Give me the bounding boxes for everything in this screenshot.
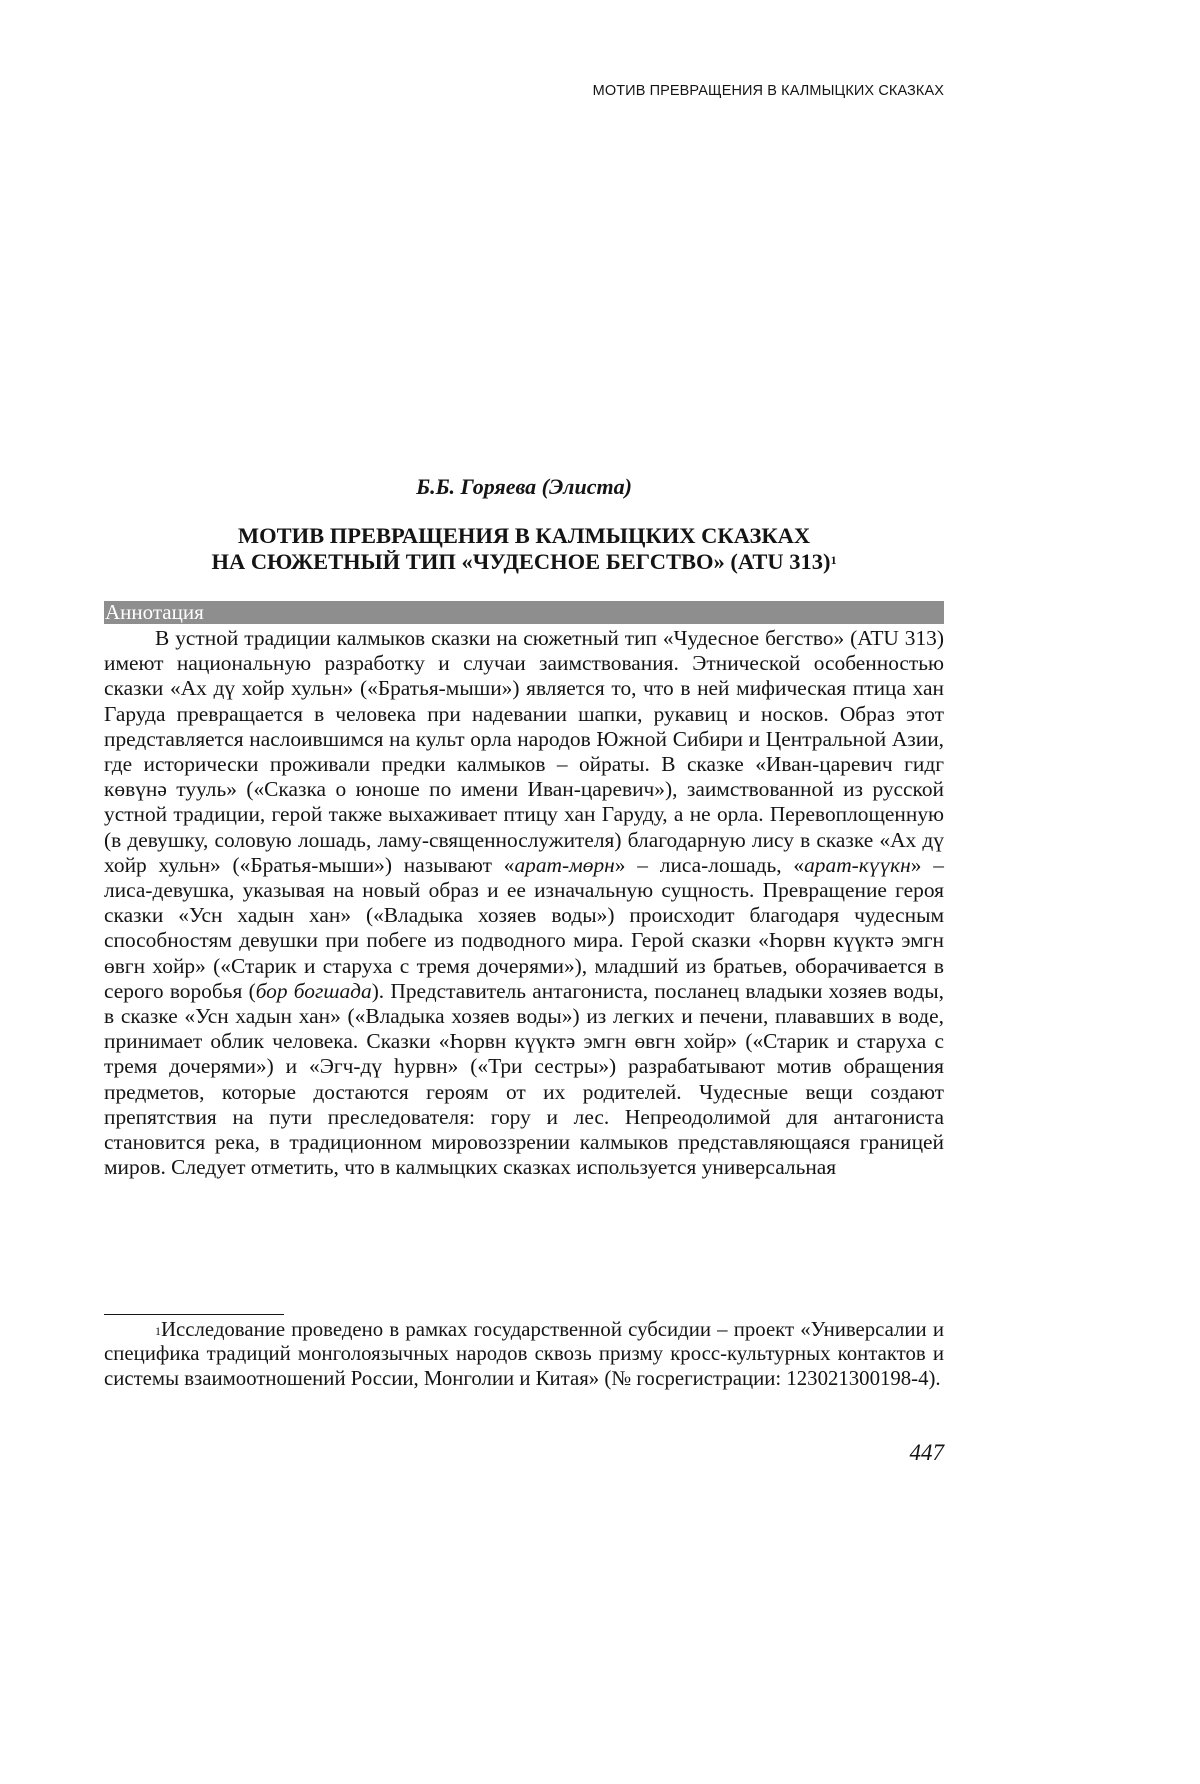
abstract-text-part-4: ). Представитель антагониста, посланец владыки хозяев воды, в сказке «Усн хадын хан» («Владыка хозяев воды») из легких и печени, плававших в воде, принимает облик человека. Сказки «Һорвн күүктә эмгн өвгн хойр» («Старик и старуха с тремя дочерями») и «Эгч-дү һурвн» («Три сестры») разрабатывают мотив обращения предметов, которые достаются героям от их родителей. Чудесные вещи создают препятствия на пути преследователя: гору и лес. Непреодолимой для антагониста становится река, в традиционном мировоззрении калмыков представляющаяся границей миров. Следует отметить, что в калмыцких сказках используется универсальная — [104, 978, 944, 1180]
title-line-1: МОТИВ ПРЕВРАЩЕНИЯ В КАЛМЫЦКИХ СКАЗКАХ — [237, 523, 811, 548]
abstract-term-arat-kukn: арат-күүкн — [804, 852, 911, 877]
abstract-term-bor-bogshada: бор богшада — [255, 978, 372, 1003]
abstract-term-arat-morn: арат-мөрн — [514, 852, 615, 877]
page-number: 447 — [909, 1440, 944, 1465]
footnote-text: Исследование проведено в рамках государственной субсидии – проект «Универсалии и специфика традиций монголоязычных народов сквозь призму кросс-культурных контактов и системы взаимоотношений России, Монголии и Китая» (№ госрегистрации: 123021300198-4). — [104, 1318, 944, 1390]
footnote-separator — [104, 1314, 284, 1315]
abstract-text-part-1: В устной традиции калмыков сказки на сюжетный тип «Чудесное бегство» (ATU 313) имеют национальную разработку и случаи заимствования. Этнической особенностью сказки «Ах дү хойр хульн» («Братья-мыши») является то, что в ней мифическая птица хан Гаруда превращается в человека при надевании шапки, рукавиц и носков. Образ этот представляется наслоившимся на культ орла народов Южной Сибири и Центральной Азии, где исторически проживали предки калмыков – ойраты. В сказке «Иван-царевич гидг көвүнә тууль» («Сказка о юноше по имени Иван-царевич»), заимствованной из русской устной традиции, герой также выхаживает птицу хан Гаруду, а не орла. Перевоплощенную (в девушку, соловую лошадь, ламу-священнослужителя) благодарную лису в сказке «Ах дү хойр хульн» («Братья-мыши») называют « — [104, 626, 944, 877]
abstract-text-part-3: » – лиса-девушка, указывая на новый образ и ее изначальную сущность. Превращение героя сказки «Усн хадын хан» («Владыка хозяев воды») происходит благодаря чудесным способностям девушки при побеге из подводного мира. Герой сказки «Һорвн күүктә эмгн өвгн хойр» («Старик и старуха с тремя дочерями»), младший из братьев, оборачивается в серого воробья ( — [104, 852, 944, 1003]
footnote — [104, 1318, 944, 1391]
title-footnote-marker: 1 — [830, 553, 837, 567]
abstract-text-part-2: » – лиса-лошадь, « — [614, 852, 805, 877]
running-head: МОТИВ ПРЕВРАЩЕНИЯ В КАЛМЫЦКИХ СКАЗКАХ — [592, 83, 944, 99]
abstract-body — [104, 626, 944, 1180]
title-line-2-text: НА СЮЖЕТНЫЙ ТИП «ЧУДЕСНОЕ БЕГСТВО» (ATU 313) — [211, 549, 831, 574]
abstract-heading: Аннотация — [104, 601, 944, 624]
author-line: Б.Б. Горяева (Элиста) — [416, 474, 632, 499]
article-title — [104, 523, 944, 575]
title-line-2 — [104, 549, 944, 575]
footnote-marker: 1 — [155, 1324, 161, 1338]
